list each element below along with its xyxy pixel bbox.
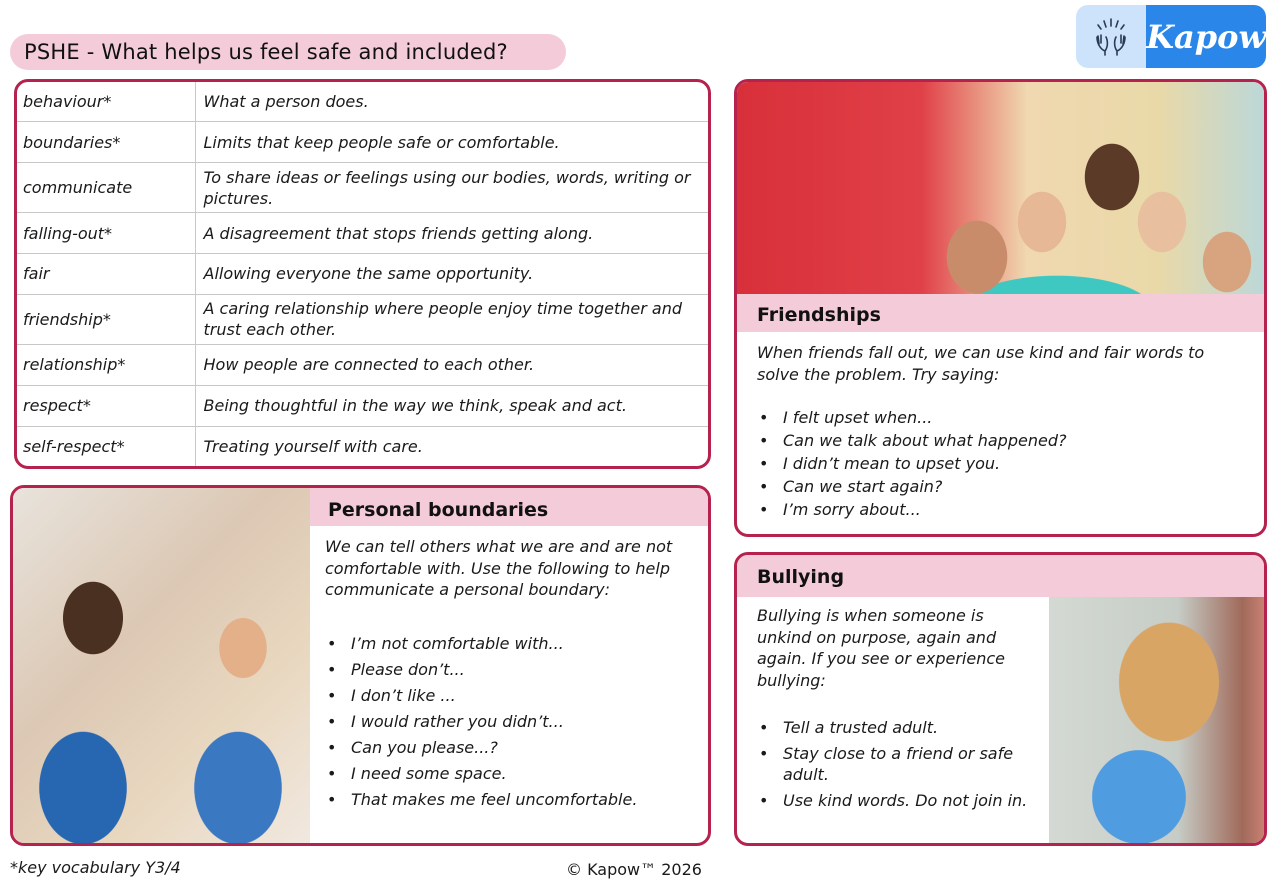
vocab-term: behaviour* xyxy=(17,82,195,122)
page-title: PSHE - What helps us feel safe and included? xyxy=(10,34,566,70)
vocab-term: friendship* xyxy=(17,294,195,344)
list-item: • I didn’t mean to upset you. xyxy=(757,452,1244,475)
vocab-definition: To share ideas or feelings using our bodies, words, writing or pictures. xyxy=(195,163,708,213)
personal-boundaries-intro: We can tell others what we are and are not comfortable with. Use the following to help communicate a personal boundary: xyxy=(325,537,673,599)
copyright: © Kapow™ 2026 xyxy=(566,860,702,879)
list-item: • Tell a trusted adult. xyxy=(757,717,1042,738)
vocab-term: communicate xyxy=(17,163,195,213)
logo-wordmark: Kapow xyxy=(1146,5,1266,68)
bullying-card xyxy=(734,552,1267,846)
vocab-definition: A caring relationship where people enjoy time together and trust each other. xyxy=(195,294,708,344)
table-row xyxy=(17,426,708,466)
personal-boundaries-heading: Personal boundaries xyxy=(310,488,708,526)
personal-boundaries-list xyxy=(325,631,694,813)
friendships-heading: Friendships xyxy=(737,294,1264,332)
schoolboys-photo xyxy=(13,488,310,843)
table-row xyxy=(17,163,708,213)
list-item: • Use kind words. Do not join in. xyxy=(757,790,1042,811)
table-row xyxy=(17,82,708,122)
list-item: • I need some space. xyxy=(325,761,694,787)
bullying-heading: Bullying xyxy=(737,555,1264,597)
upset-girl-photo xyxy=(1049,597,1264,843)
friendships-intro: When friends fall out, we can use kind and fair words to solve the problem. Try saying: xyxy=(757,343,1205,384)
friendships-card xyxy=(734,79,1267,537)
list-item: • I don’t like ... xyxy=(325,683,694,709)
kapow-logo xyxy=(1076,5,1266,68)
list-item: • I felt upset when... xyxy=(757,406,1244,429)
list-item: • I’m not comfortable with... xyxy=(325,631,694,657)
vocab-term: relationship* xyxy=(17,344,195,385)
vocab-definition: A disagreement that stops friends getting along. xyxy=(195,213,708,254)
table-row xyxy=(17,385,708,426)
vocab-definition: Being thoughtful in the way we think, speak and act. xyxy=(195,385,708,426)
list-item: • Can we start again? xyxy=(757,475,1244,498)
list-item: • Can you please...? xyxy=(325,735,694,761)
table-row xyxy=(17,294,708,344)
list-item: • Can we talk about what happened? xyxy=(757,429,1244,452)
vocab-term: respect* xyxy=(17,385,195,426)
hands-icon xyxy=(1076,5,1146,68)
vocab-definition: Treating yourself with care. xyxy=(203,436,423,456)
bullying-list xyxy=(757,717,1042,811)
vocab-definition: How people are connected to each other. xyxy=(195,344,708,385)
personal-boundaries-card xyxy=(10,485,711,846)
vocab-term: boundaries* xyxy=(17,122,195,163)
vocab-term: self-respect* xyxy=(17,426,195,466)
vocab-term: falling-out* xyxy=(17,213,195,254)
list-item: • That makes me feel uncomfortable. xyxy=(325,787,694,813)
vocab-definition: Limits that keep people safe or comfortable. xyxy=(195,122,708,163)
list-item: • Stay close to a friend or safe adult. xyxy=(757,743,1042,785)
vocab-definition: What a person does. xyxy=(195,82,708,122)
friendships-list xyxy=(757,406,1244,521)
table-row xyxy=(17,213,708,254)
vocab-definition: Allowing everyone the same opportunity. xyxy=(195,254,708,295)
vocab-term: fair xyxy=(17,254,195,295)
list-item: • I’m sorry about... xyxy=(757,498,1244,521)
table-row xyxy=(17,122,708,163)
bullying-intro: Bullying is when someone is unkind on purpose, again and again. If you see or experience bullying: xyxy=(757,606,1005,690)
list-item: • I would rather you didn’t... xyxy=(325,709,694,735)
children-group-photo xyxy=(737,82,1264,294)
key-vocabulary-note: *key vocabulary Y3/4 xyxy=(10,858,181,877)
table-row xyxy=(17,254,708,295)
list-item: • Please don’t... xyxy=(325,657,694,683)
vocabulary-table xyxy=(14,79,711,469)
table-row xyxy=(17,344,708,385)
